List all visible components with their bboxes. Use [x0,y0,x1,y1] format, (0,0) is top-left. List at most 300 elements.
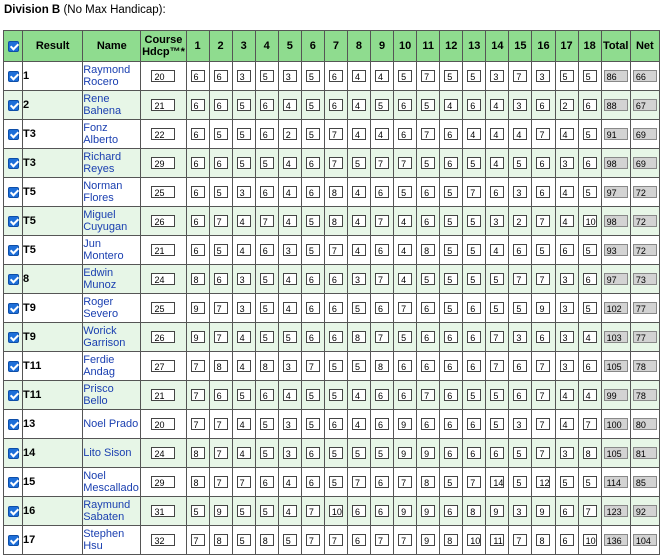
hole-score-field[interactable]: 6 [214,157,228,169]
row-checkbox[interactable] [8,332,19,343]
hole-score-field[interactable]: 10 [583,534,597,546]
hole-score-field[interactable]: 5 [306,70,320,82]
hole-score-field[interactable]: 5 [306,215,320,227]
hole-score-field[interactable]: 6 [536,99,550,111]
hole-score-field[interactable]: 5 [398,70,412,82]
hole-score-field[interactable]: 6 [329,418,343,430]
hole-score-field[interactable]: 3 [283,360,297,372]
row-checkbox[interactable] [8,158,19,169]
hole-score-field[interactable]: 9 [191,331,205,343]
hole-score-field[interactable]: 4 [283,273,297,285]
hdcp-field[interactable]: 26 [151,331,175,343]
row-checkbox[interactable] [8,419,19,430]
hole-score-field[interactable]: 4 [398,215,412,227]
hole-score-field[interactable]: 5 [444,273,458,285]
player-last-name[interactable]: Severo [83,308,119,320]
hdcp-field[interactable]: 24 [151,447,175,459]
player-first-name[interactable]: Prisco [83,383,114,395]
hole-score-field[interactable]: 6 [583,99,597,111]
hole-score-field[interactable]: 6 [214,70,228,82]
hole-score-field[interactable]: 7 [191,534,205,546]
hole-score-field[interactable]: 6 [352,505,366,517]
hole-score-field[interactable]: 7 [398,476,412,488]
hole-score-field[interactable]: 5 [329,447,343,459]
hole-score-field[interactable]: 3 [352,273,366,285]
hdcp-field[interactable]: 27 [151,360,175,372]
hole-score-field[interactable]: 6 [191,215,205,227]
hole-score-field[interactable]: 4 [560,215,574,227]
hdcp-field[interactable]: 29 [151,157,175,169]
hole-score-field[interactable]: 6 [306,186,320,198]
hole-score-field[interactable]: 6 [467,447,481,459]
player-name-link[interactable] [83,62,141,91]
hole-score-field[interactable]: 5 [398,186,412,198]
hole-score-field[interactable]: 7 [214,302,228,314]
hole-score-field[interactable]: 7 [191,389,205,401]
hole-score-field[interactable]: 5 [352,157,366,169]
hole-score-field[interactable]: 9 [398,447,412,459]
hdcp-field[interactable]: 22 [151,128,175,140]
hole-score-field[interactable]: 8 [191,476,205,488]
hole-score-field[interactable]: 5 [467,157,481,169]
hole-score-field[interactable]: 6 [421,186,435,198]
hole-score-field[interactable]: 6 [467,99,481,111]
hole-score-field[interactable]: 5 [560,70,574,82]
hole-score-field[interactable]: 6 [329,331,343,343]
hole-score-field[interactable]: 5 [237,534,251,546]
hole-score-field[interactable]: 5 [513,302,527,314]
hole-score-field[interactable]: 4 [583,331,597,343]
hole-score-field[interactable]: 4 [352,70,366,82]
hole-score-field[interactable]: 7 [214,331,228,343]
hole-score-field[interactable]: 2 [513,215,527,227]
hole-score-field[interactable]: 6 [329,70,343,82]
hole-score-field[interactable]: 8 [214,534,228,546]
hole-score-field[interactable]: 5 [237,505,251,517]
hole-score-field[interactable]: 9 [421,534,435,546]
hole-score-field[interactable]: 6 [467,360,481,372]
hole-score-field[interactable]: 4 [375,70,389,82]
hole-score-field[interactable]: 6 [191,128,205,140]
player-first-name[interactable]: Ferdie [83,354,115,366]
row-select-cell[interactable] [4,323,23,352]
hole-score-field[interactable]: 7 [329,128,343,140]
player-name-link[interactable] [83,526,141,555]
hole-score-field[interactable]: 9 [421,447,435,459]
player-name-link[interactable] [83,381,141,410]
player-first-name[interactable]: Roger [83,296,114,308]
hole-score-field[interactable]: 4 [237,244,251,256]
hole-score-field[interactable]: 9 [398,505,412,517]
hole-score-field[interactable]: 5 [375,447,389,459]
hole-score-field[interactable]: 7 [375,157,389,169]
hole-score-field[interactable]: 7 [536,360,550,372]
hole-score-field[interactable]: 6 [214,99,228,111]
hole-score-field[interactable]: 6 [191,157,205,169]
hole-score-field[interactable]: 7 [536,447,550,459]
hole-score-field[interactable]: 6 [375,302,389,314]
hole-score-field[interactable]: 8 [421,244,435,256]
hole-score-field[interactable]: 6 [375,505,389,517]
hole-score-field[interactable]: 7 [375,534,389,546]
hole-score-field[interactable]: 6 [490,447,504,459]
hdcp-field[interactable]: 21 [151,244,175,256]
hole-score-field[interactable]: 5 [467,215,481,227]
hole-score-field[interactable]: 3 [237,273,251,285]
hole-score-field[interactable]: 5 [583,244,597,256]
hole-score-field[interactable]: 5 [306,99,320,111]
hole-score-field[interactable]: 5 [536,244,550,256]
row-checkbox[interactable] [8,274,19,285]
hdcp-field[interactable]: 25 [151,302,175,314]
row-select-cell[interactable] [4,497,23,526]
hole-score-field[interactable]: 3 [536,70,550,82]
hole-score-field[interactable]: 5 [329,476,343,488]
hole-score-field[interactable]: 5 [513,447,527,459]
hdcp-field[interactable]: 20 [151,70,175,82]
hole-score-field[interactable]: 6 [191,244,205,256]
hole-score-field[interactable]: 4 [490,99,504,111]
hole-score-field[interactable]: 7 [398,534,412,546]
hole-score-field[interactable]: 8 [260,360,274,372]
row-checkbox[interactable] [8,187,19,198]
hole-score-field[interactable]: 10 [583,215,597,227]
hole-score-field[interactable]: 6 [583,273,597,285]
hole-score-field[interactable]: 10 [467,534,481,546]
hole-score-field[interactable]: 6 [513,244,527,256]
hole-score-field[interactable]: 7 [306,360,320,372]
row-checkbox[interactable] [8,535,19,546]
hole-score-field[interactable]: 7 [421,70,435,82]
hole-score-field[interactable]: 9 [214,505,228,517]
player-name-link[interactable] [83,91,141,120]
hole-score-field[interactable]: 5 [191,505,205,517]
hole-score-field[interactable]: 7 [214,476,228,488]
player-last-name[interactable]: Sabaten [83,511,125,523]
hole-score-field[interactable]: 3 [237,70,251,82]
hole-score-field[interactable]: 6 [260,128,274,140]
hole-score-field[interactable]: 7 [375,215,389,227]
hole-score-field[interactable]: 6 [329,302,343,314]
hole-score-field[interactable]: 7 [214,447,228,459]
hole-score-field[interactable]: 5 [467,70,481,82]
player-last-name[interactable]: Cuyugan [83,221,128,233]
hole-score-field[interactable]: 7 [398,302,412,314]
hole-score-field[interactable]: 2 [560,99,574,111]
hole-score-field[interactable]: 8 [583,447,597,459]
player-name-link[interactable] [83,497,141,526]
hole-score-field[interactable]: 3 [560,302,574,314]
hole-score-field[interactable]: 8 [536,534,550,546]
hole-score-field[interactable]: 6 [421,418,435,430]
hole-score-field[interactable]: 5 [260,273,274,285]
hole-score-field[interactable]: 4 [583,389,597,401]
player-last-name[interactable]: Rocero [83,76,119,88]
hole-score-field[interactable]: 6 [191,70,205,82]
player-first-name[interactable]: Noel Prado [83,418,139,430]
hole-score-field[interactable]: 4 [490,128,504,140]
hole-score-field[interactable]: 8 [329,186,343,198]
hole-score-field[interactable]: 8 [444,534,458,546]
hole-score-field[interactable]: 12 [536,476,550,488]
row-select-cell[interactable] [4,207,23,236]
hole-score-field[interactable]: 5 [214,186,228,198]
row-select-cell[interactable] [4,265,23,294]
player-last-name[interactable]: Flores [83,192,114,204]
hole-score-field[interactable]: 5 [467,389,481,401]
hole-score-field[interactable]: 4 [375,128,389,140]
hole-score-field[interactable]: 6 [444,157,458,169]
hole-score-field[interactable]: 6 [444,128,458,140]
hole-score-field[interactable]: 5 [260,157,274,169]
hole-score-field[interactable]: 6 [260,99,274,111]
hole-score-field[interactable]: 4 [398,273,412,285]
row-select-cell[interactable] [4,120,23,149]
row-checkbox[interactable] [8,361,19,372]
hole-score-field[interactable]: 5 [490,273,504,285]
hole-score-field[interactable]: 4 [283,186,297,198]
hole-score-field[interactable]: 6 [583,157,597,169]
hole-score-field[interactable]: 5 [214,244,228,256]
hole-score-field[interactable]: 6 [467,418,481,430]
hole-score-field[interactable]: 6 [260,476,274,488]
hdcp-field[interactable]: 32 [151,534,175,546]
player-last-name[interactable]: Hsu [83,540,103,552]
hole-score-field[interactable]: 5 [237,389,251,401]
hole-score-field[interactable]: 7 [583,505,597,517]
player-name-link[interactable] [83,120,141,149]
hole-score-field[interactable]: 6 [306,476,320,488]
hole-score-field[interactable]: 4 [237,418,251,430]
hole-score-field[interactable]: 6 [444,331,458,343]
row-checkbox[interactable] [8,245,19,256]
hole-score-field[interactable]: 3 [513,99,527,111]
hole-score-field[interactable]: 6 [375,244,389,256]
hole-score-field[interactable]: 6 [444,389,458,401]
hole-score-field[interactable]: 4 [560,389,574,401]
player-first-name[interactable]: Richard [83,151,122,163]
hole-score-field[interactable]: 14 [490,476,504,488]
hole-score-field[interactable]: 4 [237,215,251,227]
row-select-cell[interactable] [4,236,23,265]
hole-score-field[interactable]: 6 [560,505,574,517]
hole-score-field[interactable]: 3 [513,418,527,430]
hole-score-field[interactable]: 4 [237,331,251,343]
hole-score-field[interactable]: 6 [375,418,389,430]
row-select-cell[interactable] [4,178,23,207]
hole-score-field[interactable]: 8 [467,505,481,517]
hole-score-field[interactable]: 4 [352,215,366,227]
hole-score-field[interactable]: 6 [444,505,458,517]
hole-score-field[interactable]: 6 [260,186,274,198]
hole-score-field[interactable]: 4 [283,302,297,314]
hole-score-field[interactable]: 7 [191,360,205,372]
hole-score-field[interactable]: 6 [536,186,550,198]
player-first-name[interactable]: Noel [83,470,106,482]
hole-score-field[interactable]: 7 [467,476,481,488]
hole-score-field[interactable]: 5 [583,302,597,314]
hole-score-field[interactable]: 5 [583,476,597,488]
hole-score-field[interactable]: 5 [260,418,274,430]
hole-score-field[interactable]: 3 [513,331,527,343]
hole-score-field[interactable]: 5 [398,331,412,343]
hole-score-field[interactable]: 5 [444,215,458,227]
hole-score-field[interactable]: 6 [444,360,458,372]
player-first-name[interactable]: Lito Sison [83,447,132,459]
hole-score-field[interactable]: 5 [237,128,251,140]
hole-score-field[interactable]: 3 [490,70,504,82]
row-select-cell[interactable] [4,352,23,381]
hole-score-field[interactable]: 6 [260,389,274,401]
hole-score-field[interactable]: 8 [375,360,389,372]
row-select-cell[interactable] [4,410,23,439]
hole-score-field[interactable]: 8 [352,331,366,343]
hole-score-field[interactable]: 6 [375,389,389,401]
hole-score-field[interactable]: 6 [375,476,389,488]
hole-score-field[interactable]: 3 [560,273,574,285]
row-checkbox[interactable] [8,100,19,111]
hole-score-field[interactable]: 8 [191,447,205,459]
hole-score-field[interactable]: 7 [306,534,320,546]
hole-score-field[interactable]: 6 [536,157,550,169]
hole-score-field[interactable]: 7 [375,331,389,343]
hole-score-field[interactable]: 5 [583,70,597,82]
row-select-cell[interactable] [4,294,23,323]
hole-score-field[interactable]: 7 [513,273,527,285]
hole-score-field[interactable]: 5 [306,128,320,140]
hole-score-field[interactable]: 5 [444,244,458,256]
player-last-name[interactable]: Munoz [83,279,117,291]
hole-score-field[interactable]: 6 [421,302,435,314]
row-checkbox[interactable] [8,390,19,401]
hole-score-field[interactable]: 4 [560,186,574,198]
hole-score-field[interactable]: 8 [260,534,274,546]
hdcp-field[interactable]: 24 [151,273,175,285]
hole-score-field[interactable]: 4 [237,447,251,459]
hole-score-field[interactable]: 5 [237,99,251,111]
hole-score-field[interactable]: 4 [352,99,366,111]
hole-score-field[interactable]: 4 [352,128,366,140]
hole-score-field[interactable]: 6 [260,244,274,256]
hole-score-field[interactable]: 9 [536,505,550,517]
hole-score-field[interactable]: 3 [560,331,574,343]
hole-score-field[interactable]: 7 [329,534,343,546]
hole-score-field[interactable]: 5 [260,70,274,82]
hole-score-field[interactable]: 7 [214,215,228,227]
hole-score-field[interactable]: 9 [421,505,435,517]
hole-score-field[interactable]: 9 [490,505,504,517]
player-first-name[interactable]: Stephen [83,528,125,540]
hole-score-field[interactable]: 6 [214,389,228,401]
row-checkbox[interactable] [8,448,19,459]
hole-score-field[interactable]: 6 [398,360,412,372]
hole-score-field[interactable]: 7 [421,128,435,140]
hole-score-field[interactable]: 6 [352,534,366,546]
hole-score-field[interactable]: 3 [560,157,574,169]
hole-score-field[interactable]: 4 [467,128,481,140]
hdcp-field[interactable]: 21 [151,389,175,401]
player-last-name[interactable]: Montero [83,250,124,262]
hole-score-field[interactable]: 5 [444,476,458,488]
hole-score-field[interactable]: 5 [583,186,597,198]
hole-score-field[interactable]: 5 [444,186,458,198]
hole-score-field[interactable]: 6 [191,99,205,111]
row-select-cell[interactable] [4,91,23,120]
hole-score-field[interactable]: 7 [191,418,205,430]
hole-score-field[interactable]: 7 [467,186,481,198]
hole-score-field[interactable]: 7 [421,389,435,401]
hole-score-field[interactable]: 6 [398,128,412,140]
player-name-link[interactable] [83,410,141,439]
hole-score-field[interactable]: 7 [583,418,597,430]
hole-score-field[interactable]: 6 [444,447,458,459]
hdcp-field[interactable]: 20 [151,418,175,430]
hole-score-field[interactable]: 8 [421,476,435,488]
hole-score-field[interactable]: 4 [444,99,458,111]
player-first-name[interactable]: Worick [83,325,117,337]
hole-score-field[interactable]: 6 [306,157,320,169]
hole-score-field[interactable]: 2 [283,128,297,140]
hole-score-field[interactable]: 4 [283,215,297,227]
hole-score-field[interactable]: 5 [352,360,366,372]
hole-score-field[interactable]: 9 [398,418,412,430]
hole-score-field[interactable]: 5 [260,447,274,459]
hole-score-field[interactable]: 6 [583,360,597,372]
hole-score-field[interactable]: 6 [329,273,343,285]
row-select-cell[interactable] [4,381,23,410]
hole-score-field[interactable]: 6 [375,186,389,198]
hole-score-field[interactable]: 5 [375,99,389,111]
hole-score-field[interactable]: 3 [560,360,574,372]
hole-score-field[interactable]: 6 [306,331,320,343]
player-last-name[interactable]: Garrison [83,337,126,349]
hole-score-field[interactable]: 4 [560,128,574,140]
hole-score-field[interactable]: 6 [306,447,320,459]
row-checkbox[interactable] [8,477,19,488]
player-name-link[interactable] [83,352,141,381]
hole-score-field[interactable]: 5 [490,418,504,430]
row-select-cell[interactable] [4,439,23,468]
hole-score-field[interactable]: 6 [536,331,550,343]
hole-score-field[interactable]: 3 [513,505,527,517]
hole-score-field[interactable]: 6 [421,215,435,227]
hole-score-field[interactable]: 5 [283,534,297,546]
player-last-name[interactable]: Alberto [83,134,119,146]
hole-score-field[interactable]: 5 [513,157,527,169]
hole-score-field[interactable]: 5 [283,331,297,343]
hole-score-field[interactable]: 7 [260,215,274,227]
player-first-name[interactable]: Jun [83,238,101,250]
hole-score-field[interactable]: 4 [283,389,297,401]
hdcp-field[interactable]: 25 [151,186,175,198]
hole-score-field[interactable]: 7 [536,389,550,401]
hole-score-field[interactable]: 6 [513,389,527,401]
hdcp-field[interactable]: 29 [151,476,175,488]
player-name-link[interactable] [83,149,141,178]
hole-score-field[interactable]: 8 [214,360,228,372]
hole-score-field[interactable]: 9 [536,302,550,314]
hole-score-field[interactable]: 10 [329,505,343,517]
row-checkbox[interactable] [8,216,19,227]
hole-score-field[interactable]: 6 [329,99,343,111]
hole-score-field[interactable]: 7 [352,476,366,488]
hole-score-field[interactable]: 5 [467,244,481,256]
row-select-cell[interactable] [4,62,23,91]
hole-score-field[interactable]: 4 [490,157,504,169]
hole-score-field[interactable]: 6 [214,273,228,285]
hole-score-field[interactable]: 7 [329,244,343,256]
hdcp-field[interactable]: 21 [151,99,175,111]
